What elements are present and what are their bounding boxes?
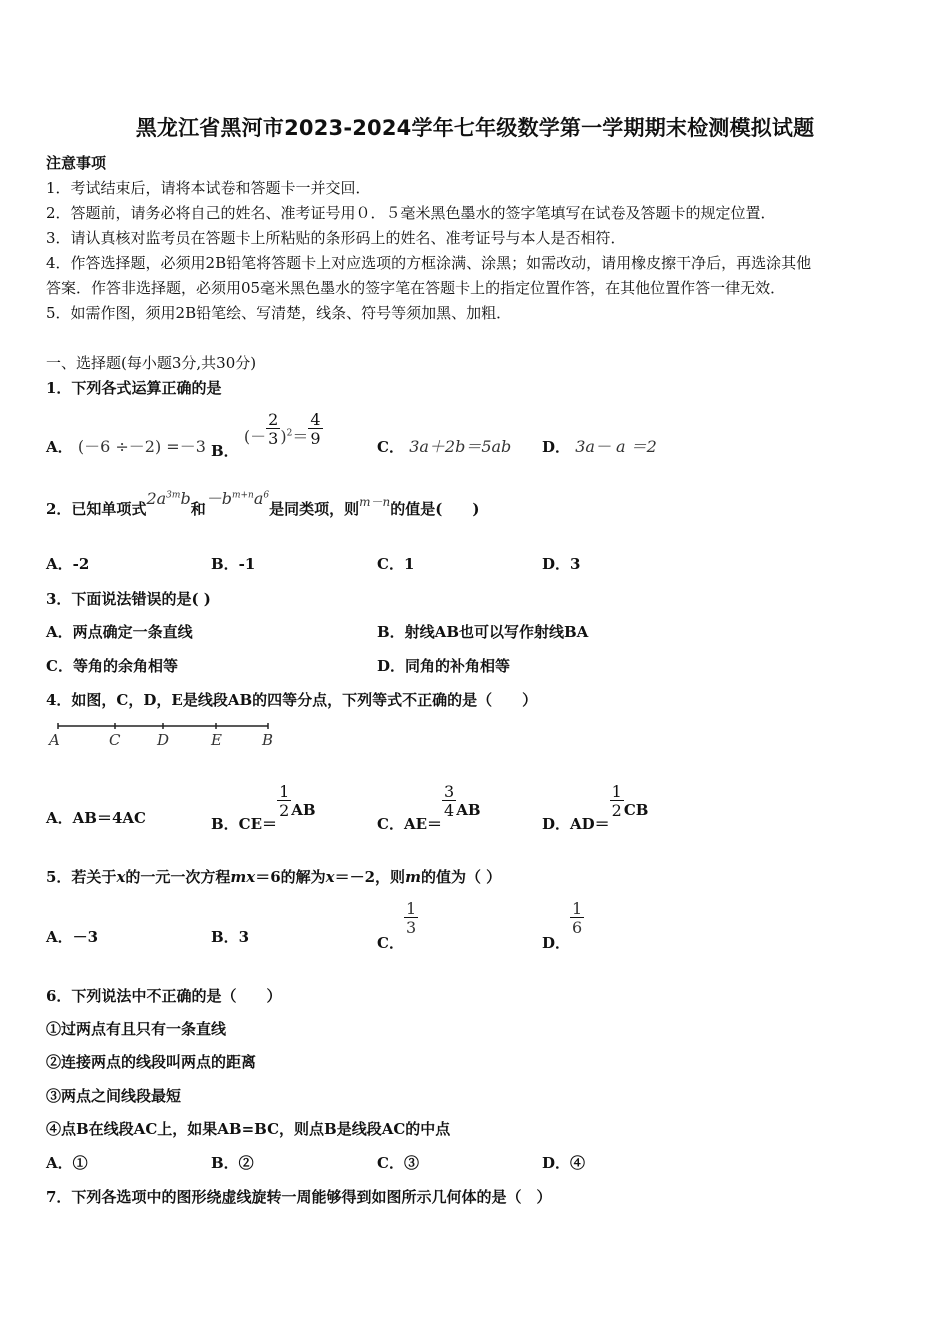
q3-option-a: A．两点确定一条直线 xyxy=(46,623,193,641)
question-7-stem: 7．下列各选项中的图形绕虚线旋转一周能够得到如图所示几何体的是（ ） xyxy=(46,1188,552,1206)
note-item: 5．如需作图，须用2B铅笔绘、写清楚，线条、符号等须加黑、加粗． xyxy=(46,304,512,322)
point-label-e: E xyxy=(211,731,222,749)
q1-d-label: D． xyxy=(542,438,571,456)
question-3-stem: 3．下面说法错误的是( ) xyxy=(46,590,211,608)
point-label-d: D xyxy=(157,731,170,749)
point-label-c: C xyxy=(109,731,121,749)
question-2-stem xyxy=(46,489,480,519)
q4-option-a: A．AB＝4AC xyxy=(46,809,146,827)
q6-option-b: B．② xyxy=(211,1154,254,1172)
q3-option-c: C．等角的余角相等 xyxy=(46,657,178,675)
q1-b-exp: 2 xyxy=(286,428,293,439)
q6-statement-1: ①过两点有且只有一条直线 xyxy=(46,1020,227,1038)
q6-statement-3: ③两点之间线段最短 xyxy=(46,1087,182,1105)
q4-option-d: D．AD＝ $\frac{1}{2}$ CB xyxy=(542,782,649,833)
q1-b-frac2: $\frac{4}{9}$ xyxy=(310,410,321,448)
notes-heading: 注意事项 xyxy=(46,154,107,172)
q3-option-b: B．射线AB也可以写作射线BA xyxy=(377,623,589,641)
note-item: 1．考试结束后，请将本试卷和答题卡一并交回． xyxy=(46,179,371,197)
note-item: 答案．作答非选择题，必须用05毫米黑色墨水的签字笔在答题卡上的指定位置作答，在其他位置作答一律无效． xyxy=(46,279,786,297)
question-4-stem: 4．如图，C，D，E是线段AB的四等分点，下列等式不正确的是（ ） xyxy=(46,691,538,709)
q2-post: 是同类项，则 xyxy=(269,500,360,518)
note-item: 4．作答选择题，必须用2B铅笔将答题卡上对应选项的方框涂满、涂黑；如需改动，请用橡皮擦干净后，再选涂其他 xyxy=(46,254,812,272)
q6-option-a: A．① xyxy=(46,1154,88,1172)
note-item: 2．答题前，请务必将自己的姓名、准考证号用０．５毫米黑色墨水的签字笔填写在试卷及答题卡的规定位置． xyxy=(46,204,776,222)
q1-option-c xyxy=(377,434,511,457)
q4-option-b: B．CE＝ $\frac{1}{2}$ AB xyxy=(211,782,316,833)
q2-monomial-1: $2a^{3m}b$ xyxy=(146,489,191,508)
q2-option-a: A．-2 xyxy=(46,555,90,573)
q4-option-c: C．AE＝ $\frac{3}{4}$ AB xyxy=(377,782,481,833)
q2-option-b: B．-1 xyxy=(211,555,256,573)
q1-a-label: A． xyxy=(46,438,73,456)
q1-b-frac1: $\frac{2}{3}$ xyxy=(268,410,279,448)
q2-mid: 和 xyxy=(190,500,206,518)
q2-option-d: D．3 xyxy=(542,555,581,573)
q1-option-d xyxy=(542,434,657,457)
q1-c-math: 3a＋2b＝5ab xyxy=(409,437,512,456)
q5-option-d: D． $\frac{1}{6}$ xyxy=(542,899,583,952)
question-1-stem: 1．下列各式运算正确的是 xyxy=(46,379,222,397)
q1-a-math: (－6 ÷－2) =－3 xyxy=(77,437,206,456)
q6-option-c: C．③ xyxy=(377,1154,419,1172)
q5-option-c: C． $\frac{1}{3}$ xyxy=(377,899,417,952)
question-5-stem: 5．若关于x的一元一次方程mx＝6的解为x＝－2，则m的值为（ ） xyxy=(46,868,502,886)
q1-c-label: C． xyxy=(377,438,404,456)
q2-monomial-2: $-b^{m+n}a^6$ xyxy=(205,489,270,508)
q1-d-math: 3a－ a ＝2 xyxy=(575,437,657,456)
q6-statement-2: ②连接两点的线段叫两点的距离 xyxy=(46,1053,257,1071)
q5-option-b: B．3 xyxy=(211,928,250,946)
point-label-a: A xyxy=(49,731,60,749)
q6-option-d: D．④ xyxy=(542,1154,586,1172)
q1-b-pre: (－ xyxy=(243,426,267,446)
q5-option-a: A．－3 xyxy=(46,928,99,946)
note-item: 3．请认真核对监考员在答题卡上所粘贴的条形码上的姓名、准考证号与本人是否相符． xyxy=(46,229,626,247)
q6-statement-4: ④点B在线段AC上，如果AB=BC，则点B是线段AC的中点 xyxy=(46,1120,451,1138)
q3-option-d: D．同角的补角相等 xyxy=(377,657,511,675)
q1-option-b: B． (－ $\frac{2}{3}$ )$^2$＝ $\frac{4}{9}$ xyxy=(211,410,321,460)
q2-end: 的值是( ) xyxy=(390,500,480,518)
q2-pre: 2．已知单项式 xyxy=(46,500,147,518)
segment-figure xyxy=(46,718,286,752)
point-label-b: B xyxy=(262,731,274,749)
q1-option-a xyxy=(46,434,206,457)
section-heading: 一、选择题(每小题3分,共30分) xyxy=(46,354,257,372)
q1-b-eq: ＝ xyxy=(292,426,309,446)
q1-b-label: B． xyxy=(211,441,239,460)
question-6-stem: 6．下列说法中不正确的是（ ） xyxy=(46,987,282,1005)
q2-expr: m－n xyxy=(359,495,391,509)
page-title: 黑龙江省黑河市2023-2024学年七年级数学第一学期期末检测模拟试题 xyxy=(135,116,815,140)
q2-option-c: C．1 xyxy=(377,555,415,573)
